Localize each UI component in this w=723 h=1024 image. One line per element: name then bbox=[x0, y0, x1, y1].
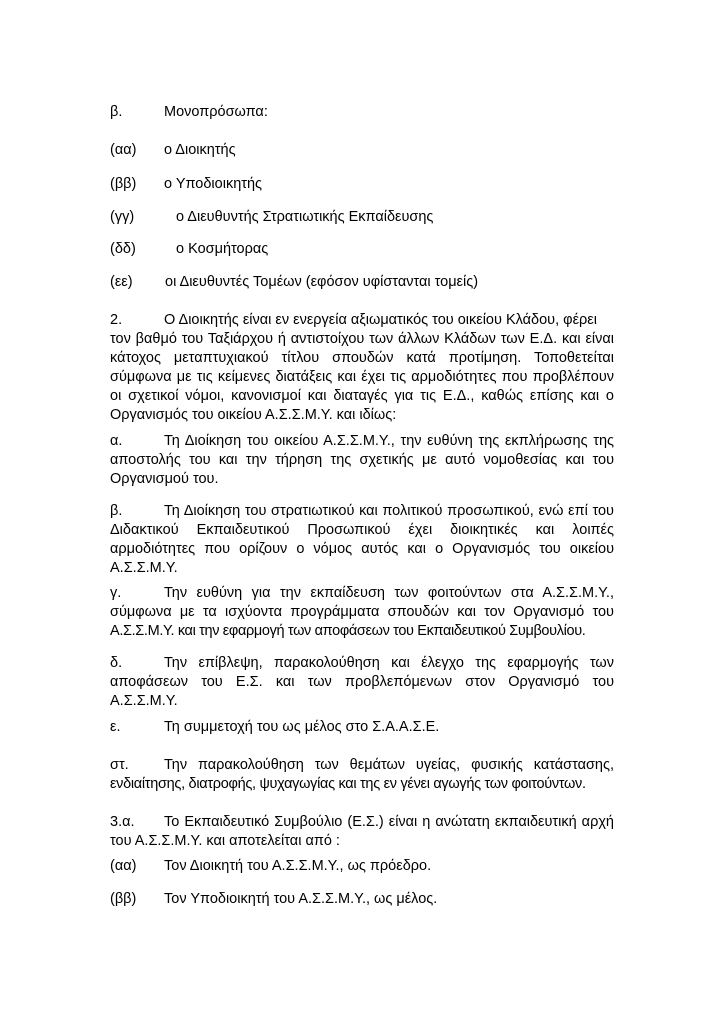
paragraph-3a-body bbox=[110, 832, 614, 851]
duty-e-label: ε. bbox=[110, 719, 121, 735]
duty-st-label: στ. bbox=[110, 757, 129, 773]
member-text: Τον Διοικητή του Α.Σ.Σ.Μ.Υ., ως πρόεδρο. bbox=[164, 858, 432, 874]
duty-line: Α.Σ.Σ.Μ.Υ. bbox=[110, 693, 178, 709]
list-item-text: ο Κοσμήτορας bbox=[176, 241, 269, 257]
duty-line: Α.Σ.Σ.Μ.Υ. και την εφαρμογή των αποφάσεων του Εκπαιδευτικού Συμβουλίου. bbox=[110, 623, 586, 639]
duty-line: ενδιαίτησης, διατροφής, ψυχαγωγίας και της εν γένει αγωγής των φοιτούντων. bbox=[110, 776, 586, 792]
duty-line: Οργανισμού του. bbox=[110, 471, 219, 487]
list-item-label: (εε) bbox=[110, 274, 133, 290]
duty-e-text: Τη συμμετοχή του ως μέλος στο Σ.Α.Α.Σ.Ε. bbox=[164, 719, 440, 735]
duty-a-body bbox=[110, 451, 614, 489]
list-item-label: (ββ) bbox=[110, 176, 137, 192]
section-b-heading: Μονοπρόσωπα: bbox=[164, 104, 268, 120]
duty-a-label: α. bbox=[110, 433, 123, 449]
paragraph-2-line: τον βαθμό του Ταξιάρχου ή αντιστοίχου των άλλων Κλάδων των Ε.Δ. και είναι bbox=[110, 331, 614, 347]
paragraph-2-line: οι σχετικοί νόμοι, κανονισμοί και διαταγές για τις Ε.Δ., καθώς επίσης και ο bbox=[110, 388, 614, 404]
duty-a-first-line: Τη Διοίκηση του οικείου Α.Σ.Σ.Μ.Υ., την ευθύνη της εκπλήρωσης της bbox=[164, 433, 614, 449]
duty-st-body bbox=[110, 775, 614, 794]
list-item-text: ο Διευθυντής Στρατιωτικής Εκπαίδευσης bbox=[176, 209, 434, 225]
list-item-label: (δδ) bbox=[110, 241, 136, 257]
duty-line: αποφάσεων του Ε.Σ. και των προβλεπόμενων στον Οργανισμό του bbox=[110, 674, 614, 690]
duty-c-first-line: Την ευθύνη για την εκπαίδευση των φοιτούντων στα Α.Σ.Σ.Μ.Υ., bbox=[164, 585, 614, 601]
duty-b-label: β. bbox=[110, 503, 123, 519]
duty-line: αποστολής του και την τήρηση της σχετικής με αυτό νομοθεσίας και του bbox=[110, 452, 614, 468]
duty-c-body bbox=[110, 603, 614, 641]
duty-line: Διδακτικού Εκπαιδευτικού Προσωπικού έχει διοικητικές και λοιπές bbox=[110, 522, 614, 538]
paragraph-2-body bbox=[110, 330, 614, 425]
member-text: Τον Υποδιοικητή του Α.Σ.Σ.Μ.Υ., ως μέλος. bbox=[164, 891, 438, 907]
paragraph-3a-line: του Α.Σ.Σ.Μ.Υ. και αποτελείται από : bbox=[110, 833, 340, 849]
duty-line: σύμφωνα με τα ισχύοντα προγράμματα σπουδών και τον Οργανισμό του bbox=[110, 604, 614, 620]
section-b-label: β. bbox=[110, 104, 123, 120]
duty-st-first-line: Την παρακολούθηση των θεμάτων υγείας, φυσικής κατάστασης, bbox=[164, 757, 614, 773]
duty-line: Α.Σ.Σ.Μ.Υ. bbox=[110, 560, 178, 576]
paragraph-2-line: Ο Διοικητής είναι εν ενεργεία αξιωματικός του οικείου Κλάδου, φέρει bbox=[164, 312, 597, 328]
paragraph-3a-first-line: Το Εκπαιδευτικό Συμβούλιο (Ε.Σ.) είναι η ανώτατη εκπαιδευτική αρχή bbox=[164, 814, 614, 830]
duty-line: αρμοδιότητες που ορίζουν ο νόμος αυτός και ο Οργανισμός του οικείου bbox=[110, 541, 614, 557]
list-item-text: οι Διευθυντές Τομέων (εφόσον υφίστανται τομείς) bbox=[165, 274, 479, 290]
paragraph-2 bbox=[110, 311, 614, 330]
paragraph-2-line: Οργανισμός του οικείου Α.Σ.Σ.Μ.Υ. και ιδίως: bbox=[110, 407, 397, 423]
list-item-text: ο Υποδιοικητής bbox=[164, 176, 263, 192]
list-item-label: (γγ) bbox=[110, 209, 135, 225]
list-item-text: ο Διοικητής bbox=[164, 142, 236, 158]
paragraph-2-line: κάτοχος μεταπτυχιακού τίτλου σπουδών κατά προτίμηση. Τοποθετείται bbox=[110, 350, 614, 366]
duty-b-first-line: Τη Διοίκηση του στρατιωτικού και πολιτικού προσωπικού, ενώ επί του bbox=[164, 503, 614, 519]
paragraph-2-line: σύμφωνα με τις κείμενες διατάξεις και έχει τις αρμοδιότητες που προβλέπουν bbox=[110, 369, 614, 385]
duty-b-body bbox=[110, 521, 614, 578]
member-label: (αα) bbox=[110, 858, 137, 874]
duty-d-first-line: Την επίβλεψη, παρακολούθηση και έλεγχο της εφαρμογής των bbox=[164, 655, 614, 671]
duty-d-body bbox=[110, 673, 614, 711]
paragraph-3a-label: 3.α. bbox=[110, 814, 135, 830]
paragraph-2-label: 2. bbox=[110, 312, 123, 328]
duty-d-label: δ. bbox=[110, 655, 123, 671]
duty-c-label: γ. bbox=[110, 585, 122, 601]
list-item-label: (αα) bbox=[110, 142, 137, 158]
member-label: (ββ) bbox=[110, 891, 137, 907]
